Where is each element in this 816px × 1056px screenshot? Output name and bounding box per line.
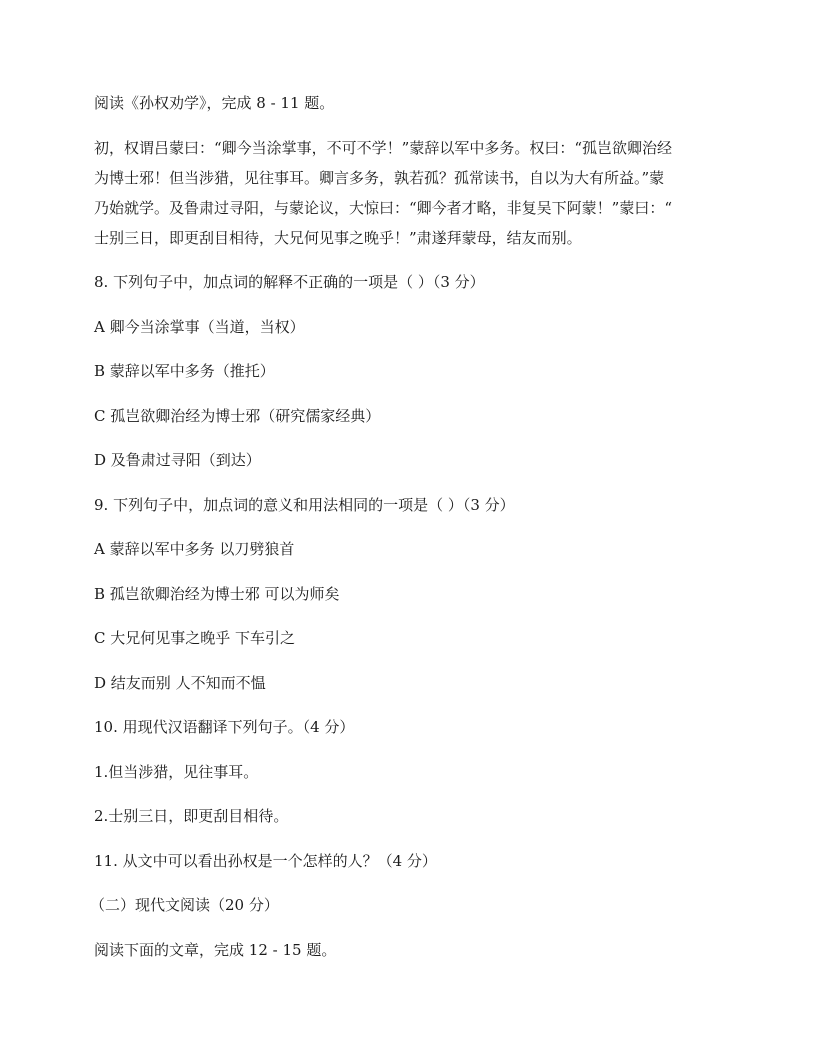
option-c: C 孤岂欲卿治经为博士邪（研究儒家经典） [94,406,381,425]
passage-line: 为博士邪！但当涉猎，见往事耳。卿言多务，孰若孤？孤常读书，自以为大有所益。”蒙 [94,168,665,187]
translation-item-2: 2.士别三日，即更刮目相待。 [94,807,289,825]
question-11 [94,846,734,876]
passage-line: 初，权谓吕蒙曰：“卿今当涂掌事，不可不学！”蒙辞以军中多务。权曰：“孤岂欲卿治经 [94,138,673,157]
document-page [90,88,734,965]
option-b: B 孤岂欲卿治经为博士邪 可以为师矣 [94,584,340,603]
question-9 [94,490,734,520]
option-d: D 及鲁肃过寻阳（到达） [94,451,261,469]
section-title: （二）现代文阅读（20 分） [90,896,279,914]
passage-line: 乃始就学。及鲁肃过寻阳，与蒙论议，大惊曰：“卿今者才略，非复吴下阿蒙！”蒙曰：“ [94,198,673,217]
option-b: B 蒙辞以军中多务（推托） [94,362,275,380]
option-a: A 卿今当涂掌事（当道，当权） [94,317,305,336]
question-8 [94,267,734,297]
translation-item-1: 1.但当涉猎，见往事耳。 [94,762,259,781]
question-stem: 9. 下列句子中，加点词的意义和用法相同的一项是（ ）（3 分） [94,495,515,514]
passage-line: 士别三日，即更刮目相待，大兄何见事之晚乎！”肃遂拜蒙母，结友而别。 [94,228,582,247]
question-stem: 11. 从文中可以看出孙权是一个怎样的人？（4 分） [94,851,437,870]
reading-intro: 阅读《孙权劝学》，完成 8 - 11 题。 [94,94,335,112]
option-a: A 蒙辞以军中多务 以刀劈狼首 [94,540,295,558]
section-intro: 阅读下面的文章，完成 12 - 15 题。 [94,940,337,959]
option-d: D 结友而别 人不知而不愠 [94,673,266,692]
question-10 [94,712,734,742]
question-stem: 10. 用现代汉语翻译下列句子。（4 分） [94,718,355,736]
classical-passage [94,133,734,253]
option-c: C 大兄何见事之晚乎 下车引之 [94,629,296,647]
question-stem: 8. 下列句子中，加点词的解释不正确的一项是（ ）（3 分） [94,273,485,291]
